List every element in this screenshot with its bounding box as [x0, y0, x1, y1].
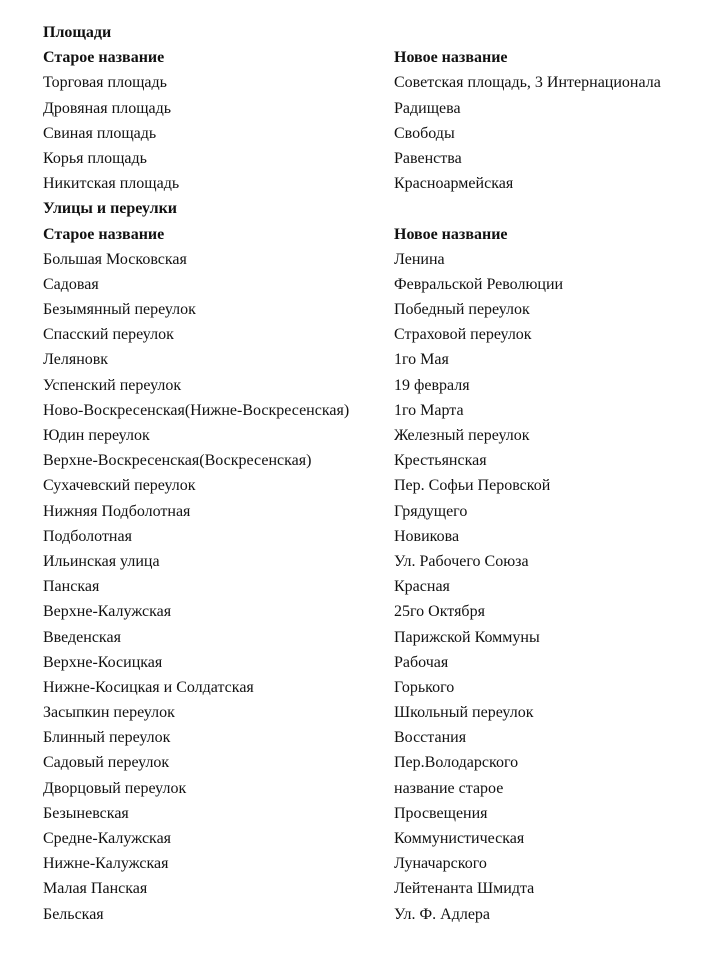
square-new-name: Красноармейская	[394, 175, 514, 193]
street-table-row	[0, 473, 720, 498]
street-old-name: Верхне-Воскресенская(Воскресенская)	[43, 452, 312, 470]
street-old-name: Ново-Воскресенская(Нижне-Воскресенская)	[43, 401, 350, 419]
street-old-name: Спасский переулок	[43, 326, 174, 344]
street-table-row	[0, 347, 720, 372]
streets-table-body	[0, 247, 720, 927]
street-new-name: Победный переулок	[394, 301, 530, 319]
square-old-name: Торговая площадь	[43, 74, 167, 92]
streets-table-header	[0, 222, 720, 247]
street-old-name: Верхне-Калужская	[43, 603, 172, 621]
street-new-name: 25го Октября	[394, 603, 485, 621]
street-old-name: Верхне-Косицкая	[43, 653, 163, 671]
street-old-name: Нижне-Косицкая и Солдатская	[43, 678, 254, 696]
street-table-row	[0, 876, 720, 901]
street-old-name: Дворцовый переулок	[43, 779, 187, 797]
square-new-name: Равенства	[394, 149, 462, 167]
square-table-row	[0, 146, 720, 171]
street-old-name: Нижне-Калужская	[43, 855, 169, 873]
street-new-name: Пер.Володарского	[394, 754, 519, 772]
street-new-name: 19 февраля	[394, 376, 470, 394]
square-table-row	[0, 96, 720, 121]
street-old-name: Нижняя Подболотная	[43, 502, 191, 520]
street-old-name: Безымянный переулок	[43, 301, 196, 319]
square-table-row	[0, 70, 720, 95]
street-table-row	[0, 524, 720, 549]
squares-table-header	[0, 45, 720, 70]
street-new-name: Железный переулок	[394, 427, 530, 444]
street-new-name: Восстания	[394, 729, 467, 747]
street-old-name: Большая Московская	[43, 250, 187, 268]
street-table-row	[0, 725, 720, 750]
squares-section-title: Площади	[43, 24, 112, 41]
street-table-row	[0, 398, 720, 423]
street-new-name: Февральской Революции	[394, 275, 564, 293]
street-old-name: Сухачевский переулок	[43, 477, 196, 495]
square-new-name: Радищева	[394, 99, 461, 117]
street-old-name: Панская	[43, 578, 100, 596]
street-old-name: Засыпкин переулок	[43, 704, 175, 722]
street-new-name: 1го Марта	[394, 401, 464, 419]
street-old-name: Средне-Калужская	[43, 830, 172, 847]
street-table-row	[0, 700, 720, 725]
street-table-row	[0, 373, 720, 398]
street-table-row	[0, 826, 720, 851]
street-table-row	[0, 247, 720, 272]
street-new-name: Луначарского	[394, 855, 487, 873]
street-new-name: название старое	[394, 779, 504, 797]
street-table-row	[0, 574, 720, 599]
street-table-row	[0, 902, 720, 927]
street-new-name: 1го Мая	[394, 351, 449, 369]
street-old-name: Садовый переулок	[43, 754, 170, 772]
street-table-row	[0, 549, 720, 574]
street-old-name: Ильинская улица	[43, 552, 160, 570]
street-table-row	[0, 322, 720, 347]
street-new-name: Ул. Рабочего Союза	[394, 552, 529, 570]
streets-header-new: Новое название	[394, 225, 508, 243]
street-old-name: Подболотная	[43, 527, 132, 545]
street-old-name: Леляновк	[43, 351, 109, 369]
street-table-row	[0, 272, 720, 297]
street-new-name: Пер. Софьи Перовской	[394, 477, 551, 495]
street-new-name: Страховой переулок	[394, 326, 532, 344]
street-table-row	[0, 750, 720, 775]
streets-section-title: Улицы и переулки	[43, 200, 177, 218]
squares-header-new: Новое название	[394, 49, 508, 67]
street-old-name: Безыневская	[43, 804, 129, 822]
street-new-name: Ленина	[394, 250, 445, 268]
street-table-row	[0, 448, 720, 473]
street-new-name: Горького	[394, 678, 455, 696]
street-old-name: Юдин переулок	[43, 427, 150, 444]
street-table-row	[0, 499, 720, 524]
street-new-name: Рабочая	[394, 653, 449, 671]
street-new-name: Лейтенанта Шмидта	[394, 880, 535, 898]
street-old-name: Бельская	[43, 905, 104, 923]
street-new-name: Парижской Коммуны	[394, 628, 540, 646]
street-table-row	[0, 423, 720, 448]
street-table-row	[0, 599, 720, 624]
street-new-name: Коммунистическая	[394, 830, 525, 847]
squares-header-old: Старое название	[43, 49, 165, 67]
street-new-name: Ул. Ф. Адлера	[394, 905, 491, 923]
street-old-name: Садовая	[43, 275, 99, 293]
street-new-name: Красная	[394, 578, 450, 596]
street-old-name: Успенский переулок	[43, 376, 182, 394]
street-new-name: Школьный переулок	[394, 704, 534, 722]
street-old-name: Блинный переулок	[43, 729, 171, 747]
square-new-name: Советская площадь, 3 Интернационала	[394, 74, 661, 92]
square-old-name: Свиная площадь	[43, 124, 157, 142]
street-table-row	[0, 851, 720, 876]
street-table-row	[0, 625, 720, 650]
squares-table-body	[0, 70, 720, 196]
street-table-row	[0, 650, 720, 675]
streets-header-old: Старое название	[43, 225, 165, 243]
street-new-name: Крестьянская	[394, 452, 487, 470]
street-old-name: Введенская	[43, 628, 121, 646]
street-table-row	[0, 675, 720, 700]
street-table-row	[0, 297, 720, 322]
street-new-name: Новикова	[394, 527, 460, 545]
street-old-name: Малая Панская	[43, 880, 148, 898]
square-table-row	[0, 171, 720, 196]
street-table-row	[0, 801, 720, 826]
square-old-name: Никитская площадь	[43, 175, 180, 193]
square-old-name: Дровяная площадь	[43, 99, 172, 117]
square-old-name: Корья площадь	[43, 149, 147, 167]
street-new-name: Грядущего	[394, 502, 468, 520]
square-new-name: Свободы	[394, 124, 455, 142]
street-table-row	[0, 776, 720, 801]
street-new-name: Просвещения	[394, 804, 488, 822]
square-table-row	[0, 121, 720, 146]
